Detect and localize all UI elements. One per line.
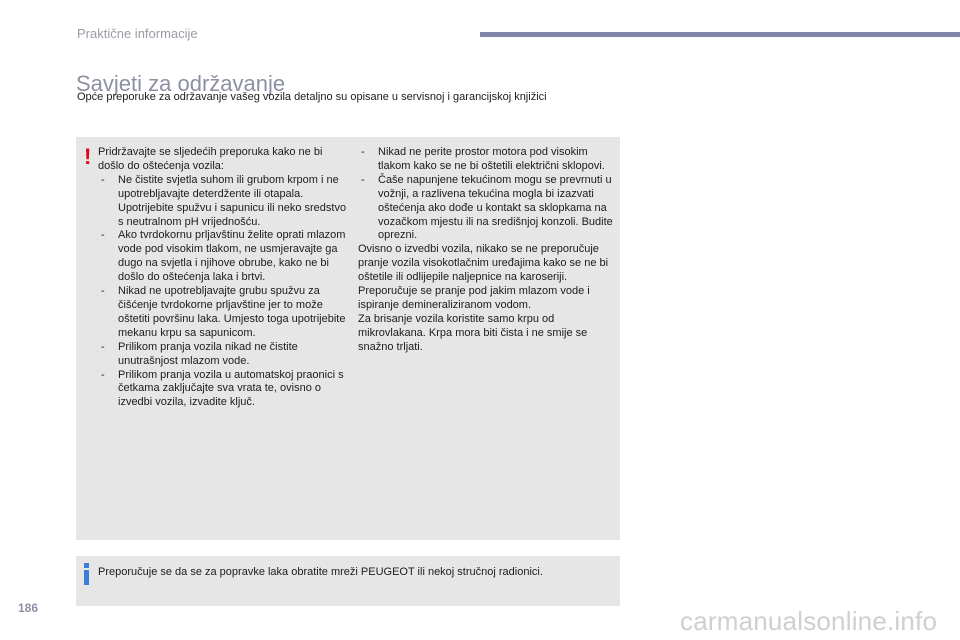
- info-icon: [83, 563, 89, 585]
- list-item: - Čaše napunjene tekućinom mogu se prevrnuti u vožnji, a razlivena tekućina mogla bi izazvati oštećenja ako dođe u kontakt sa sklopkama na vozačkom mjestu ili na središnjoj konzoli. Budite oprezni.: [358, 174, 616, 244]
- info-text: Preporučuje se da se za popravke laka obratite mreži PEUGEOT ili nekoj stručnoj radionici.: [98, 566, 543, 578]
- list-item: - Nikad ne perite prostor motora pod visokim tlakom kako se ne bi oštetili električni sklopovi.: [358, 146, 616, 174]
- header-accent-bar: [480, 32, 960, 37]
- watermark: carmanualsonline.info: [680, 606, 938, 636]
- info-panel: [76, 556, 620, 606]
- list-item: - Ne čistite svjetla suhom ili grubom krpom i ne upotrebljavajte deterdžente ili otapala. Upotrijebite spužvu i sapunicu ili neko sredstvo s neutralnom pH vrijednošću.: [98, 174, 348, 230]
- section-label: Praktične informacije: [77, 26, 198, 41]
- intro-text: Opće preporuke za održavanje vašeg vozila detaljno su opisane u servisnoj i garancijskoj knjižici: [77, 91, 547, 103]
- exclamation-icon: !: [84, 144, 92, 169]
- list-item: - Nikad ne upotrebljavajte grubu spužvu za čišćenje tvrdokorne prljavštine jer to može oštetiti površinu laka. Umjesto toga upotrijebite mekanu krpu sa sapunicom.: [98, 285, 348, 341]
- page-number: 186: [18, 601, 39, 615]
- warning-list-left: [98, 174, 348, 410]
- list-item: - Prilikom pranja vozila nikad ne čistite unutrašnjost mlazom vode.: [98, 341, 348, 369]
- list-item: - Prilikom pranja vozila u automatskoj praonici s četkama zaključajte sva vrata te, ovisno o izvedbi vozila, izvadite ključ.: [98, 369, 348, 411]
- warning-left-column: [98, 146, 348, 410]
- list-item: - Ako tvrdokornu prljavštinu želite oprati mlazom vode pod visokim tlakom, ne usmjeravajte ga dugo na svjetla i njihove obrube, kako ne bi došlo do oštećenja laka i brtvi.: [98, 229, 348, 285]
- warning-paragraph: Ovisno o izvedbi vozila, nikako se ne preporučuje pranje vozila visokotlačnim uređajima kako se ne bi oštetile ili odlijepile naljepnice na karoseriji. Preporučuje se pranje pod jakim mlazom vode i ispiranje demineraliziranom vodom.: [358, 243, 609, 311]
- warning-paragraph: Za brisanje vozila koristite samo krpu od mikrovlakana. Krpa mora biti čista i ne smije se snažno trljati.: [358, 312, 588, 353]
- warning-right-column: [358, 146, 616, 355]
- page-title: Savjeti za održavanje: [76, 70, 286, 96]
- warning-intro: Pridržavajte se sljedećih preporuka kako ne bi došlo do oštećenja vozila:: [98, 146, 323, 172]
- warning-list-right: [358, 146, 616, 243]
